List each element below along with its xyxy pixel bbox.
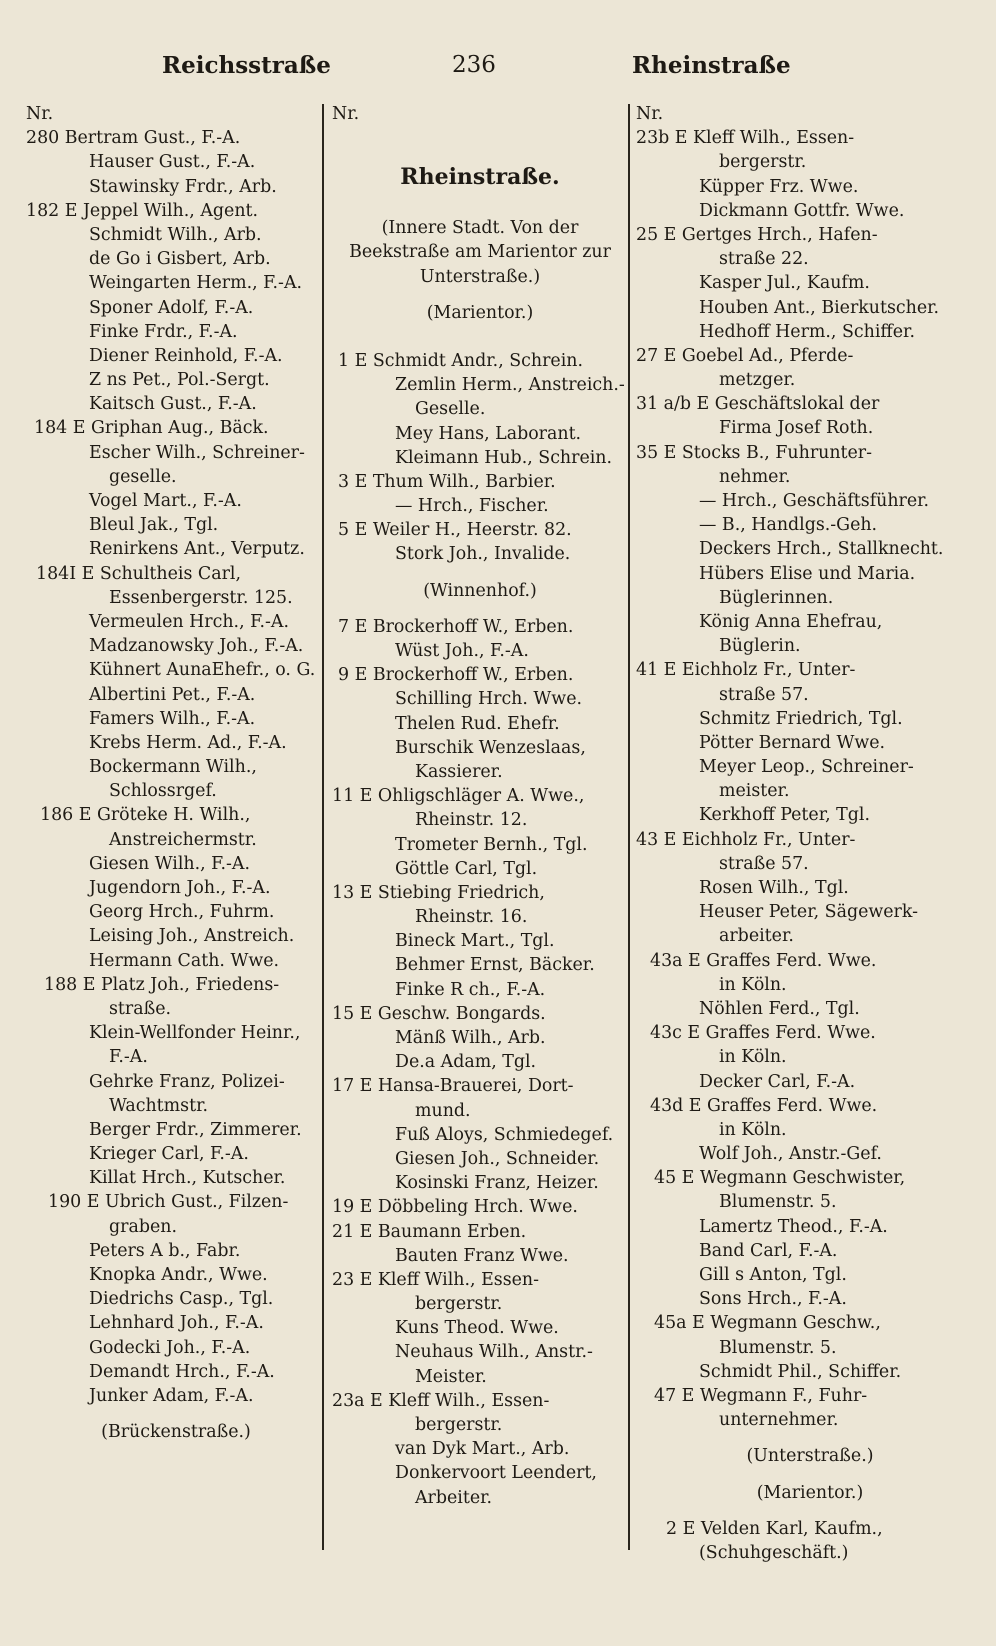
list-item: Kaitsch Gust., F.-A. [89, 394, 257, 415]
list-item: Firma Josef Roth. [719, 418, 874, 439]
list-item: Peters A b., Fabr. [89, 1240, 241, 1261]
cross-street-label: (Brückenstraße.) [101, 1422, 251, 1443]
list-item: straße 22. [719, 249, 809, 270]
list-item: Lamertz Theod., F.-A. [699, 1216, 888, 1237]
list-item: 19 E Döbbeling Hrch. Wwe. [332, 1197, 578, 1218]
list-item: Vogel Mart., F.-A. [89, 491, 242, 511]
list-item: Rheinstr. 16. [415, 907, 528, 928]
list-item: 45 E Wegmann Geschwister, [654, 1168, 906, 1189]
list-item: Schmitz Friedrich, Tgl. [699, 708, 903, 729]
running-head-right: Rheinstraße [632, 52, 791, 79]
list-item: in Köln. [719, 974, 787, 995]
list-item: Sponer Adolf, F.-A. [89, 297, 254, 318]
list-item: 43d E Graffes Ferd. Wwe. [650, 1095, 878, 1116]
list-item: Finke Frdr., F.-A. [89, 321, 238, 342]
list-item: straße 57. [719, 853, 809, 874]
list-item: Bauten Franz Wwe. [395, 1245, 569, 1266]
list-item: 280 Bertram Gust., F.-A. [26, 128, 241, 149]
list-item: Dickmann Gottfr. Wwe. [699, 200, 905, 221]
list-item: Büglerin. [719, 636, 801, 657]
list-item: 43c E Graffes Ferd. Wwe. [650, 1023, 876, 1044]
list-item: Sons Hrch., F.-A. [699, 1289, 847, 1310]
column-heading: Nr. [332, 104, 360, 124]
list-item: van Dyk Mart., Arb. [395, 1439, 570, 1460]
list-item: Deckers Hrch., Stallknecht. [699, 539, 944, 560]
list-item: Bockermann Wilh., [89, 757, 257, 778]
list-item: Bineck Mart., Tgl. [395, 931, 555, 952]
list-item: Burschik Wenzeslaas, [395, 737, 586, 758]
list-item: Heuser Peter, Sägewerk- [699, 902, 918, 923]
list-item: straße 57. [719, 684, 809, 705]
list-item: Lehnhard Joh., F.-A. [89, 1313, 264, 1334]
list-item: 35 E Stocks B., Fuhrunter- [636, 442, 872, 463]
list-item: Leising Joh., Anstreich. [89, 926, 295, 947]
list-item: 190 E Ubrich Gust., Filzen- [48, 1192, 289, 1213]
list-item: 23 E Kleff Wilh., Essen- [332, 1269, 539, 1290]
column-2 [332, 102, 628, 1510]
list-item: 15 E Geschw. Bongards. [332, 1003, 546, 1024]
list-item: Kosinski Franz, Heizer. [395, 1173, 599, 1194]
list-item: — B., Handlgs.-Geh. [699, 515, 878, 536]
list-item: Donkervoort Leendert, [395, 1463, 597, 1484]
street-description: (Innere Stadt. Von der [381, 218, 579, 239]
list-item: Escher Wilh., Schreiner- [89, 442, 305, 463]
list-item: — Hrch., Fischer. [395, 496, 549, 517]
list-item: Band Carl, F.-A. [699, 1240, 838, 1261]
list-item: — Hrch., Geschäftsführer. [699, 491, 930, 511]
list-item: 186 E Gröteke H. Wilh., [40, 805, 251, 826]
list-item: Arbeiter. [415, 1487, 493, 1508]
section-label: (Marientor.) [426, 302, 534, 323]
list-item: in Köln. [719, 1119, 787, 1140]
list-item: straße. [109, 998, 172, 1019]
list-item: bergerstr. [415, 1294, 503, 1315]
page-header [0, 52, 996, 86]
list-item: in Köln. [719, 1047, 787, 1068]
list-item: 27 E Goebel Ad., Pferde- [636, 345, 854, 366]
list-item: Anstreichermstr. [109, 829, 257, 850]
list-item: Blumenstr. 5. [719, 1337, 837, 1358]
list-item: Pötter Bernard Wwe. [699, 732, 886, 753]
list-item: mund. [415, 1100, 471, 1121]
list-item: bergerstr. [415, 1415, 503, 1435]
column-heading: Nr. [26, 104, 54, 124]
list-item: Mänß Wilh., Arb. [395, 1028, 546, 1048]
list-item: Hübers Elise und Maria. [699, 563, 916, 584]
list-item: Schmidt Wilh., Arb. [89, 224, 262, 245]
list-item: Georg Hrch., Fuhrm. [89, 902, 275, 923]
list-item: 9 E Brockerhoff W., Erben. [338, 665, 574, 686]
list-item: Klein-Wellfonder Heinr., [89, 1023, 301, 1044]
list-item: 182 E Jeppel Wilh., Agent. [26, 200, 259, 221]
list-item: Houben Ant., Bierkutscher. [699, 297, 940, 318]
list-item: 5 E Weiler H., Heerstr. 82. [338, 520, 572, 541]
list-item: 11 E Ohligschläger A. Wwe., [332, 786, 585, 807]
list-item: Madzanowsky Joh., F.-A. [89, 636, 304, 657]
list-item: 23b E Kleff Wilh., Essen- [636, 128, 855, 149]
column-heading: Nr. [636, 104, 664, 124]
page-number: 236 [452, 52, 496, 78]
list-item: König Anna Ehefrau, [699, 611, 883, 632]
running-head-left: Reichsstraße [162, 52, 331, 79]
list-item: Giesen Wilh., F.-A. [89, 853, 251, 874]
list-item: Vermeulen Hrch., F.-A. [89, 611, 289, 632]
list-item: meister. [719, 781, 790, 802]
list-item: Zemlin Herm., Anstreich.- [395, 375, 625, 396]
list-item: F.-A. [109, 1047, 148, 1068]
street-description: Unterstraße.) [419, 266, 541, 287]
list-item: Kasper Jul., Kaufm. [699, 273, 870, 294]
list-item: Neuhaus Wilh., Anstr.- [395, 1342, 593, 1363]
list-item: Demandt Hrch., F.-A. [89, 1361, 275, 1382]
list-item: Essenbergerstr. 125. [109, 587, 293, 608]
column-3 [636, 102, 984, 1565]
list-item: Küpper Frz. Wwe. [699, 176, 859, 197]
list-item: Diedrichs Casp., Tgl. [89, 1289, 274, 1310]
list-item: Berger Frdr., Zimmerer. [89, 1119, 302, 1140]
list-item: graben. [109, 1216, 177, 1237]
list-item: Junker Adam, F.-A. [89, 1385, 254, 1406]
list-item: 45a E Wegmann Geschw., [654, 1313, 881, 1334]
list-item: Weingarten Herm., F.-A. [89, 273, 303, 294]
list-item: 184I E Schultheis Carl, [36, 563, 242, 584]
cross-street-label: (Unterstraße.) [746, 1446, 874, 1467]
list-item: Rosen Wilh., Tgl. [699, 878, 849, 898]
section-label: (Marientor.) [756, 1482, 864, 1503]
list-item: metzger. [719, 370, 796, 391]
column-1 [26, 102, 326, 1444]
list-item: nehmer. [719, 466, 791, 487]
list-item: Fuß Aloys, Schmiedegef. [395, 1124, 614, 1145]
list-item: Gehrke Franz, Polizei- [89, 1071, 285, 1092]
list-item: Wachtmstr. [109, 1095, 208, 1116]
list-item: Meyer Leop., Schreiner- [699, 757, 914, 778]
list-item: Knopka Andr., Wwe. [89, 1265, 268, 1285]
list-item: 43 E Eichholz Fr., Unter- [636, 829, 856, 850]
list-item: Godecki Joh., F.-A. [89, 1337, 251, 1358]
list-item: Rheinstr. 12. [415, 810, 528, 831]
list-item: Blumenstr. 5. [719, 1192, 837, 1213]
list-item: Diener Reinhold, F.-A. [89, 345, 283, 366]
list-item: 13 E Stiebing Friedrich, [332, 882, 545, 903]
list-item: 21 E Baumann Erben. [332, 1221, 527, 1242]
street-description: Beekstraße am Marientor zur [349, 242, 611, 263]
list-item: bergerstr. [719, 152, 807, 173]
list-item: Famers Wilh., F.-A. [89, 708, 256, 729]
section-label: (Winnenhof.) [423, 580, 537, 601]
list-item: Albertini Pet., F.-A. [89, 684, 256, 705]
list-item: 1 E Schmidt Andr., Schrein. [338, 350, 583, 371]
list-item: Büglerinnen. [719, 587, 834, 608]
list-item: Z ns Pet., Pol.-Sergt. [89, 370, 270, 391]
list-item: 23a E Kleff Wilh., Essen- [332, 1390, 550, 1411]
list-item: Wüst Joh., F.-A. [395, 641, 529, 661]
list-item: Göttle Carl, Tgl. [395, 858, 538, 879]
list-item: Bleul Jak., Tgl. [89, 515, 219, 536]
list-item: Schilling Hrch. Wwe. [395, 689, 583, 710]
street-title: Rheinstraße. [400, 164, 560, 191]
list-item: Kuns Theod. Wwe. [395, 1318, 559, 1339]
column-divider [628, 104, 630, 1550]
list-item: 7 E Brockerhoff W., Erben. [338, 616, 574, 637]
list-item: 2 E Velden Karl, Kaufm., [666, 1518, 883, 1539]
list-item: Decker Carl, F.-A. [699, 1071, 856, 1092]
list-item: arbeiter. [719, 926, 794, 947]
list-item: Giesen Joh., Schneider. [395, 1148, 600, 1169]
list-item: Kassierer. [415, 761, 503, 782]
list-item: Trometer Bernh., Tgl. [395, 834, 588, 855]
list-item: Stawinsky Frdr., Arb. [89, 176, 277, 197]
list-item: Krieger Carl, F.-A. [89, 1144, 249, 1165]
list-item: geselle. [109, 466, 177, 487]
list-item: Schmidt Phil., Schiffer. [699, 1361, 902, 1382]
list-item: Geselle. [415, 399, 486, 420]
list-item: 17 E Hansa-Brauerei, Dort- [332, 1076, 574, 1097]
list-item: 31 a/b E Geschäftslokal der [636, 394, 880, 415]
list-item: Kleimann Hub., Schrein. [395, 447, 613, 468]
list-item: Jugendorn Joh., F.-A. [89, 878, 271, 898]
list-item: 188 E Platz Joh., Friedens- [44, 974, 280, 995]
list-item: Hedhoff Herm., Schiffer. [699, 321, 915, 342]
list-item: Killat Hrch., Kutscher. [89, 1168, 286, 1189]
list-item: unternehmer. [719, 1410, 839, 1431]
list-item: Behmer Ernst, Bäcker. [395, 955, 595, 976]
list-item: 41 E Eichholz Fr., Unter- [636, 660, 856, 681]
list-item: Renirkens Ant., Verputz. [89, 539, 305, 560]
list-item: Schlossrgef. [109, 781, 217, 802]
list-item: Krebs Herm. Ad., F.-A. [89, 732, 287, 753]
list-item: Gill s Anton, Tgl. [699, 1265, 847, 1285]
list-item: Kühnert AunaEhefr., o. G. [89, 660, 316, 681]
list-item: Hauser Gust., F.-A. [89, 152, 256, 173]
list-item: Wolf Joh., Anstr.-Gef. [699, 1144, 882, 1165]
list-item: Thelen Rud. Ehefr. [395, 713, 560, 734]
list-item: Hermann Cath. Wwe. [89, 950, 280, 971]
list-item: 25 E Gertges Hrch., Hafen- [636, 224, 878, 245]
list-item: 3 E Thum Wilh., Barbier. [338, 471, 556, 492]
list-item: 47 E Wegmann F., Fuhr- [654, 1385, 868, 1406]
list-item: Mey Hans, Laborant. [395, 423, 582, 444]
list-item: 43a E Graffes Ferd. Wwe. [650, 950, 877, 971]
list-item: Finke R ch., F.-A. [395, 979, 546, 1000]
list-item: De.a Adam, Tgl. [395, 1052, 537, 1073]
list-item: Stork Joh., Invalide. [395, 544, 571, 565]
list-item: Meister. [415, 1366, 487, 1387]
list-item: 184 E Griphan Aug., Bäck. [34, 418, 269, 439]
list-item: (Schuhgeschäft.) [699, 1542, 849, 1563]
list-item: de Go i Gisbert, Arb. [89, 249, 271, 270]
list-item: Nöhlen Ferd., Tgl. [699, 998, 860, 1019]
list-item: Kerkhoff Peter, Tgl. [699, 805, 870, 826]
